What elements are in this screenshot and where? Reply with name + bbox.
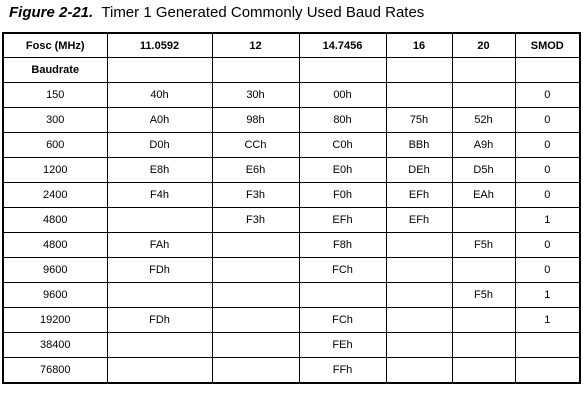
table-cell-baudrate: 19200 <box>3 308 107 333</box>
table-cell-16 <box>386 333 452 358</box>
subheader-cell <box>212 58 299 83</box>
table-cell-smod <box>515 333 580 358</box>
table-cell-11-0592: 40h <box>107 83 212 108</box>
table-cell-12: 30h <box>212 83 299 108</box>
table-cell-smod: 0 <box>515 258 580 283</box>
table-cell-16: EFh <box>386 208 452 233</box>
table-cell-14-7456: 00h <box>299 83 386 108</box>
table-cell-20 <box>452 308 515 333</box>
table-cell-12 <box>212 308 299 333</box>
table-cell-12 <box>212 283 299 308</box>
table-cell-20: A9h <box>452 133 515 158</box>
header-cell-14-7456: 14.7456 <box>299 33 386 58</box>
header-cell-12: 12 <box>212 33 299 58</box>
table-cell-12 <box>212 258 299 283</box>
table-row <box>3 308 580 333</box>
header-cell-11-0592: 11.0592 <box>107 33 212 58</box>
table-cell-14-7456: FCh <box>299 258 386 283</box>
subheader-cell <box>515 58 580 83</box>
figure-title: Timer 1 Generated Commonly Used Baud Rates <box>101 4 425 21</box>
table-cell-baudrate: 150 <box>3 83 107 108</box>
subheader-cell <box>452 58 515 83</box>
table-cell-11-0592 <box>107 283 212 308</box>
table-cell-baudrate: 600 <box>3 133 107 158</box>
table-cell-14-7456: EFh <box>299 208 386 233</box>
table-cell-20 <box>452 358 515 384</box>
subheader-cell <box>386 58 452 83</box>
table-cell-20: F5h <box>452 283 515 308</box>
table-cell-12: F3h <box>212 208 299 233</box>
table-cell-14-7456: F0h <box>299 183 386 208</box>
table-cell-12: CCh <box>212 133 299 158</box>
header-cell-16: 16 <box>386 33 452 58</box>
table-cell-20: F5h <box>452 233 515 258</box>
table-cell-baudrate: 4800 <box>3 233 107 258</box>
table-cell-14-7456: E0h <box>299 158 386 183</box>
header-cell-smod: SMOD <box>515 33 580 58</box>
table-row <box>3 83 580 108</box>
table-cell-14-7456: 80h <box>299 108 386 133</box>
table-cell-12 <box>212 233 299 258</box>
table-row <box>3 133 580 158</box>
table-cell-16 <box>386 283 452 308</box>
table-row <box>3 158 580 183</box>
table-cell-smod: 0 <box>515 158 580 183</box>
table-cell-16 <box>386 258 452 283</box>
table-cell-20: 52h <box>452 108 515 133</box>
table-cell-14-7456 <box>299 283 386 308</box>
table-cell-smod: 1 <box>515 308 580 333</box>
figure-number: Figure 2-21. <box>9 4 94 21</box>
table-cell-11-0592: A0h <box>107 108 212 133</box>
table-cell-16: EFh <box>386 183 452 208</box>
table-cell-11-0592: FDh <box>107 258 212 283</box>
table-cell-16: DEh <box>386 158 452 183</box>
table-cell-20: D5h <box>452 158 515 183</box>
table-cell-11-0592: F4h <box>107 183 212 208</box>
table-cell-baudrate: 9600 <box>3 258 107 283</box>
table-cell-12 <box>212 333 299 358</box>
table-cell-16: 75h <box>386 108 452 133</box>
table-cell-11-0592: FAh <box>107 233 212 258</box>
subheader-cell-baudrate: Baudrate <box>3 58 107 83</box>
table-cell-12: 98h <box>212 108 299 133</box>
table-cell-baudrate: 4800 <box>3 208 107 233</box>
table-cell-11-0592 <box>107 333 212 358</box>
table-cell-smod: 1 <box>515 208 580 233</box>
table-cell-baudrate: 9600 <box>3 283 107 308</box>
table-row <box>3 108 580 133</box>
table-cell-smod: 0 <box>515 233 580 258</box>
subheader-cell <box>299 58 386 83</box>
table-cell-12 <box>212 358 299 384</box>
table-row <box>3 358 580 384</box>
table-cell-14-7456: FEh <box>299 333 386 358</box>
table-row <box>3 208 580 233</box>
table-cell-11-0592: E8h <box>107 158 212 183</box>
figure-caption <box>9 3 424 23</box>
table-cell-11-0592: D0h <box>107 133 212 158</box>
table-cell-16 <box>386 83 452 108</box>
table-cell-smod: 0 <box>515 133 580 158</box>
header-row <box>3 33 580 58</box>
table-body <box>3 83 580 384</box>
table-cell-smod: 0 <box>515 108 580 133</box>
table-cell-11-0592 <box>107 358 212 384</box>
table-cell-12: F3h <box>212 183 299 208</box>
baud-rate-table <box>2 32 581 384</box>
subheader-cell <box>107 58 212 83</box>
table-cell-16 <box>386 233 452 258</box>
table-row <box>3 283 580 308</box>
table-row <box>3 183 580 208</box>
table-cell-20 <box>452 258 515 283</box>
subheader-row <box>3 58 580 83</box>
table-cell-20: EAh <box>452 183 515 208</box>
table-cell-20 <box>452 333 515 358</box>
table-cell-11-0592: FDh <box>107 308 212 333</box>
table-cell-20 <box>452 83 515 108</box>
table-cell-smod <box>515 358 580 384</box>
table-head <box>3 33 580 83</box>
table-cell-14-7456: C0h <box>299 133 386 158</box>
header-cell-fosc: Fosc (MHz) <box>3 33 107 58</box>
table-cell-16 <box>386 358 452 384</box>
table-cell-smod: 1 <box>515 283 580 308</box>
table-cell-baudrate: 1200 <box>3 158 107 183</box>
table-cell-baudrate: 2400 <box>3 183 107 208</box>
table-cell-14-7456: F8h <box>299 233 386 258</box>
table-row <box>3 333 580 358</box>
table-cell-baudrate: 38400 <box>3 333 107 358</box>
table-cell-16 <box>386 308 452 333</box>
table-cell-11-0592 <box>107 208 212 233</box>
table-row <box>3 233 580 258</box>
table-cell-baudrate: 300 <box>3 108 107 133</box>
table-cell-14-7456: FFh <box>299 358 386 384</box>
header-cell-20: 20 <box>452 33 515 58</box>
table-cell-baudrate: 76800 <box>3 358 107 384</box>
table-cell-smod: 0 <box>515 83 580 108</box>
table-cell-20 <box>452 208 515 233</box>
table-cell-14-7456: FCh <box>299 308 386 333</box>
table-cell-16: BBh <box>386 133 452 158</box>
table-cell-12: E6h <box>212 158 299 183</box>
table-cell-smod: 0 <box>515 183 580 208</box>
table-row <box>3 258 580 283</box>
